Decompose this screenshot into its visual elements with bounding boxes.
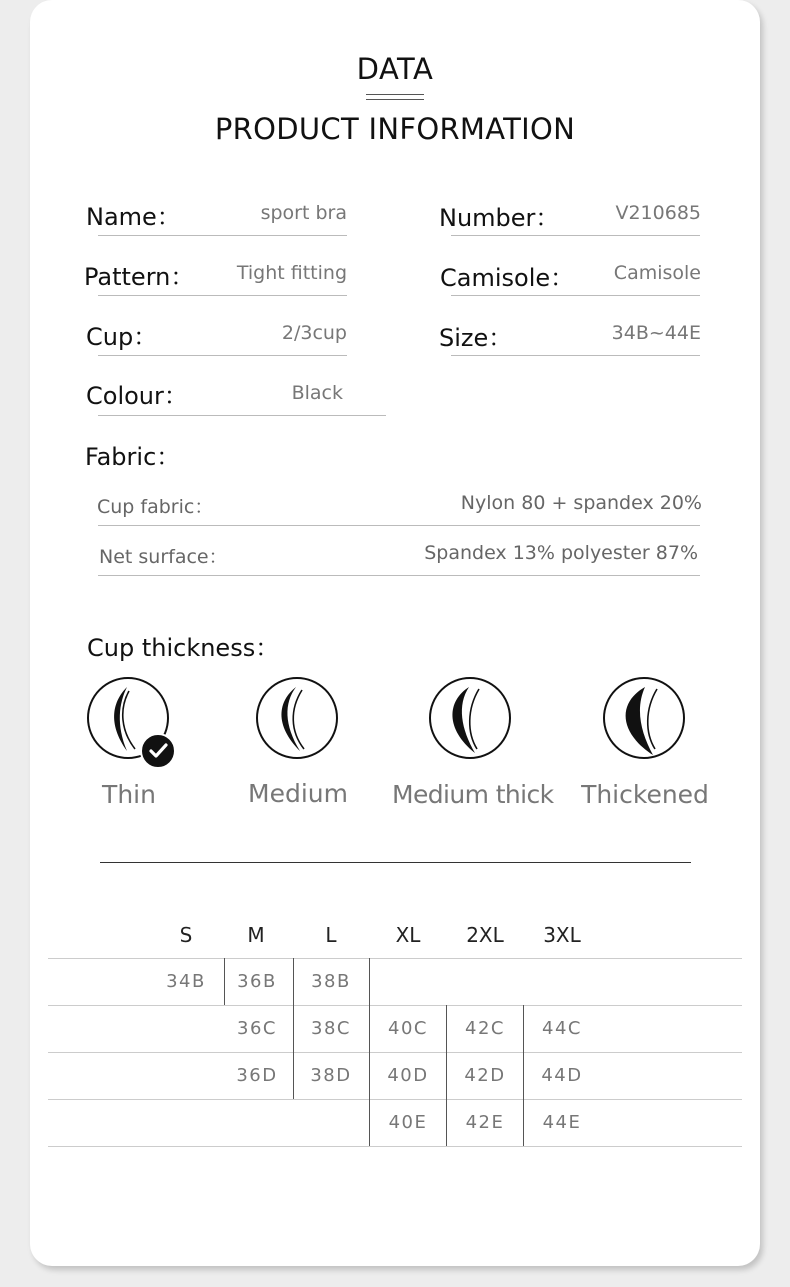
net-surface-label: Net surface： xyxy=(99,546,228,568)
size-cell: 40C xyxy=(388,1018,428,1039)
colour-underline xyxy=(98,415,386,416)
size-underline xyxy=(451,355,700,356)
name-underline xyxy=(98,235,347,236)
size-cell: 36B xyxy=(237,971,277,992)
table-rule xyxy=(48,958,742,959)
number-value: V210685 xyxy=(615,202,701,224)
cup-fabric-label: Cup fabric： xyxy=(97,496,214,518)
thin-label: Thin xyxy=(102,780,156,809)
cup-value: 2/3cup xyxy=(281,322,347,344)
table-rule xyxy=(48,1099,742,1100)
name-value: sport bra xyxy=(260,202,347,224)
section-divider xyxy=(100,862,691,863)
size-cell: 42C xyxy=(465,1018,505,1039)
size-cell: 38B xyxy=(311,971,351,992)
size-cell: 34B xyxy=(166,971,206,992)
colour-label: Colour： xyxy=(86,382,188,410)
size-cell: 40D xyxy=(387,1065,429,1086)
size-header-m: M xyxy=(247,923,265,947)
size-cell: 42E xyxy=(465,1112,505,1133)
size-cell: 44D xyxy=(541,1065,583,1086)
medium-cup-icon[interactable] xyxy=(256,677,338,759)
size-cell: 42D xyxy=(464,1065,506,1086)
cup-fabric-value: Nylon 80 + spandex 20% xyxy=(460,492,702,514)
medium-thick-cup-icon[interactable] xyxy=(429,677,511,759)
size-cell: 44E xyxy=(542,1112,582,1133)
thickened-cup-icon[interactable] xyxy=(603,677,685,759)
pattern-underline xyxy=(98,295,347,296)
size-header-3xl: 3XL xyxy=(543,923,581,947)
title-divider xyxy=(366,94,424,100)
size-header-s: S xyxy=(179,923,193,947)
checkmark-icon xyxy=(140,733,176,769)
cup-thickness-label: Cup thickness： xyxy=(87,634,280,662)
size-header-2xl: 2XL xyxy=(466,923,504,947)
size-cell: 38C xyxy=(311,1018,351,1039)
pattern-label: Pattern： xyxy=(84,263,195,291)
page-subtitle: PRODUCT INFORMATION xyxy=(214,112,576,146)
net-surface-underline xyxy=(98,575,700,576)
medium-label: Medium xyxy=(248,779,348,808)
size-value: 34B~44E xyxy=(611,322,701,344)
table-rule xyxy=(48,1005,742,1006)
table-rule xyxy=(48,1146,742,1147)
number-underline xyxy=(451,235,700,236)
thickened-label: Thickened xyxy=(581,780,709,809)
size-header-l: L xyxy=(325,923,337,947)
camisole-value: Camisole xyxy=(613,262,701,284)
medium-thick-label: Medium thick xyxy=(392,780,554,809)
camisole-underline xyxy=(451,295,700,296)
fabric-label: Fabric： xyxy=(85,443,181,471)
cup-fabric-underline xyxy=(98,525,700,526)
pattern-value: Tight fitting xyxy=(236,262,347,284)
page-title: DATA xyxy=(356,52,434,86)
net-surface-value: Spandex 13% polyester 87% xyxy=(424,542,698,564)
size-cell: 36C xyxy=(237,1018,277,1039)
name-label: Name： xyxy=(86,203,181,231)
size-header-xl: XL xyxy=(395,923,421,947)
colour-value: Black xyxy=(291,382,343,404)
table-rule xyxy=(48,1052,742,1053)
number-label: Number： xyxy=(439,204,560,232)
size-cell: 38D xyxy=(310,1065,352,1086)
size-cell: 36D xyxy=(236,1065,278,1086)
camisole-label: Camisole： xyxy=(440,264,575,292)
size-label: Size： xyxy=(439,324,513,352)
size-cell: 44C xyxy=(542,1018,582,1039)
cup-underline xyxy=(98,355,347,356)
cup-label: Cup： xyxy=(86,323,158,351)
size-cell: 40E xyxy=(388,1112,428,1133)
